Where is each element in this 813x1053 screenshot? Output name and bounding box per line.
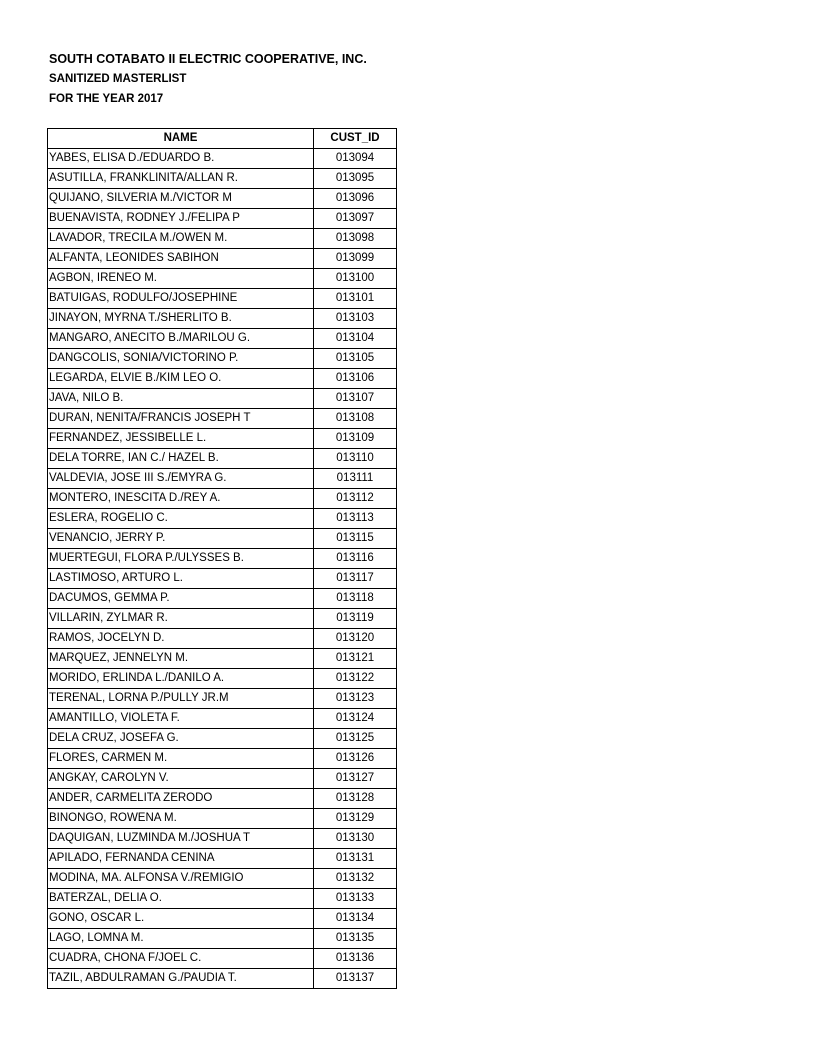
table-row: [48, 149, 397, 169]
customer-name-cell: TERENAL, LORNA P./PULLY JR.M: [48, 689, 314, 709]
table-row: [48, 329, 397, 349]
customer-id-cell: 013118: [314, 589, 397, 609]
table-row: [48, 229, 397, 249]
customer-id-cell: 013134: [314, 909, 397, 929]
customer-name-cell: BINONGO, ROWENA M.: [48, 809, 314, 829]
table-header-row: [48, 129, 397, 149]
masterlist-table: [47, 128, 397, 989]
table-row: [48, 729, 397, 749]
customer-name-cell: AMANTILLO, VIOLETA F.: [48, 709, 314, 729]
customer-name-cell: ALFANTA, LEONIDES SABIHON: [48, 249, 314, 269]
table-row: [48, 749, 397, 769]
customer-name-cell: DAQUIGAN, LUZMINDA M./JOSHUA T: [48, 829, 314, 849]
customer-id-cell: 013096: [314, 189, 397, 209]
customer-name-cell: LAGO, LOMNA M.: [48, 929, 314, 949]
table-row: [48, 389, 397, 409]
customer-name-cell: DANGCOLIS, SONIA/VICTORINO P.: [48, 349, 314, 369]
customer-id-cell: 013110: [314, 449, 397, 469]
customer-name-cell: BATUIGAS, RODULFO/JOSEPHINE: [48, 289, 314, 309]
column-header-name: NAME: [48, 129, 314, 149]
customer-id-cell: 013095: [314, 169, 397, 189]
customer-name-cell: JINAYON, MYRNA T./SHERLITO B.: [48, 309, 314, 329]
table-row: [48, 589, 397, 609]
customer-name-cell: LASTIMOSO, ARTURO L.: [48, 569, 314, 589]
customer-name-cell: MONTERO, INESCITA D./REY A.: [48, 489, 314, 509]
customer-name-cell: DACUMOS, GEMMA P.: [48, 589, 314, 609]
customer-id-cell: 013127: [314, 769, 397, 789]
table-row: [48, 509, 397, 529]
customer-id-cell: 013132: [314, 869, 397, 889]
customer-id-cell: 013136: [314, 949, 397, 969]
customer-name-cell: VENANCIO, JERRY P.: [48, 529, 314, 549]
table-row: [48, 789, 397, 809]
customer-id-cell: 013123: [314, 689, 397, 709]
customer-name-cell: MUERTEGUI, FLORA P./ULYSSES B.: [48, 549, 314, 569]
table-row: [48, 529, 397, 549]
customer-name-cell: RAMOS, JOCELYN D.: [48, 629, 314, 649]
table-row: [48, 609, 397, 629]
customer-id-cell: 013104: [314, 329, 397, 349]
customer-name-cell: BUENAVISTA, RODNEY J./FELIPA P: [48, 209, 314, 229]
table-row: [48, 929, 397, 949]
customer-name-cell: DELA CRUZ, JOSEFA G.: [48, 729, 314, 749]
customer-id-cell: 013124: [314, 709, 397, 729]
customer-name-cell: MODINA, MA. ALFONSA V./REMIGIO: [48, 869, 314, 889]
table-row: [48, 429, 397, 449]
table-row: [48, 349, 397, 369]
customer-id-cell: 013111: [314, 469, 397, 489]
table-row: [48, 689, 397, 709]
table-row: [48, 309, 397, 329]
table-row: [48, 649, 397, 669]
customer-id-cell: 013121: [314, 649, 397, 669]
table-row: [48, 549, 397, 569]
customer-id-cell: 013103: [314, 309, 397, 329]
table-row: [48, 289, 397, 309]
customer-id-cell: 013119: [314, 609, 397, 629]
customer-name-cell: ESLERA, ROGELIO C.: [48, 509, 314, 529]
customer-name-cell: TAZIL, ABDULRAMAN G./PAUDIA T.: [48, 969, 314, 989]
customer-id-cell: 013098: [314, 229, 397, 249]
customer-name-cell: VILLARIN, ZYLMAR R.: [48, 609, 314, 629]
customer-name-cell: MARQUEZ, JENNELYN M.: [48, 649, 314, 669]
customer-id-cell: 013116: [314, 549, 397, 569]
customer-name-cell: FLORES, CARMEN M.: [48, 749, 314, 769]
customer-id-cell: 013109: [314, 429, 397, 449]
customer-name-cell: YABES, ELISA D./EDUARDO B.: [48, 149, 314, 169]
customer-id-cell: 013107: [314, 389, 397, 409]
customer-id-cell: 013117: [314, 569, 397, 589]
customer-name-cell: FERNANDEZ, JESSIBELLE L.: [48, 429, 314, 449]
customer-id-cell: 013133: [314, 889, 397, 909]
customer-name-cell: CUADRA, CHONA F/JOEL C.: [48, 949, 314, 969]
table-row: [48, 809, 397, 829]
table-row: [48, 249, 397, 269]
customer-id-cell: 013128: [314, 789, 397, 809]
table-body: [48, 149, 397, 989]
customer-name-cell: ANGKAY, CAROLYN V.: [48, 769, 314, 789]
table-row: [48, 169, 397, 189]
customer-name-cell: ASUTILLA, FRANKLINITA/ALLAN R.: [48, 169, 314, 189]
company-name: SOUTH COTABATO II ELECTRIC COOPERATIVE, INC.: [49, 52, 367, 66]
customer-name-cell: MANGARO, ANECITO B./MARILOU G.: [48, 329, 314, 349]
table-row: [48, 209, 397, 229]
customer-name-cell: BATERZAL, DELIA O.: [48, 889, 314, 909]
customer-name-cell: DURAN, NENITA/FRANCIS JOSEPH T: [48, 409, 314, 429]
customer-id-cell: 013126: [314, 749, 397, 769]
customer-id-cell: 013097: [314, 209, 397, 229]
document-header: [49, 50, 367, 110]
customer-id-cell: 013094: [314, 149, 397, 169]
table-row: [48, 869, 397, 889]
customer-id-cell: 013115: [314, 529, 397, 549]
table-row: [48, 669, 397, 689]
table-row: [48, 829, 397, 849]
table-row: [48, 489, 397, 509]
document-subtitle: SANITIZED MASTERLIST: [49, 73, 187, 85]
customer-id-cell: 013120: [314, 629, 397, 649]
customer-name-cell: LAVADOR, TRECILA M./OWEN M.: [48, 229, 314, 249]
customer-name-cell: LEGARDA, ELVIE B./KIM LEO O.: [48, 369, 314, 389]
customer-id-cell: 013129: [314, 809, 397, 829]
customer-id-cell: 013106: [314, 369, 397, 389]
table-row: [48, 889, 397, 909]
table-row: [48, 849, 397, 869]
table-row: [48, 969, 397, 989]
customer-name-cell: AGBON, IRENEO M.: [48, 269, 314, 289]
document-year: FOR THE YEAR 2017: [49, 93, 164, 105]
customer-name-cell: MORIDO, ERLINDA L./DANILO A.: [48, 669, 314, 689]
customer-name-cell: GONO, OSCAR L.: [48, 909, 314, 929]
customer-id-cell: 013108: [314, 409, 397, 429]
customer-id-cell: 013135: [314, 929, 397, 949]
customer-name-cell: DELA TORRE, IAN C./ HAZEL B.: [48, 449, 314, 469]
table-row: [48, 569, 397, 589]
customer-id-cell: 013122: [314, 669, 397, 689]
table-row: [48, 469, 397, 489]
customer-id-cell: 013105: [314, 349, 397, 369]
table-row: [48, 269, 397, 289]
customer-name-cell: APILADO, FERNANDA CENINA: [48, 849, 314, 869]
column-header-cust-id: CUST_ID: [314, 129, 397, 149]
table-row: [48, 709, 397, 729]
customer-name-cell: VALDEVIA, JOSE III S./EMYRA G.: [48, 469, 314, 489]
customer-id-cell: 013131: [314, 849, 397, 869]
customer-id-cell: 013100: [314, 269, 397, 289]
table-row: [48, 909, 397, 929]
customer-id-cell: 013112: [314, 489, 397, 509]
customer-name-cell: JAVA, NILO B.: [48, 389, 314, 409]
table-row: [48, 949, 397, 969]
customer-id-cell: 013137: [314, 969, 397, 989]
customer-id-cell: 013130: [314, 829, 397, 849]
table-row: [48, 189, 397, 209]
customer-name-cell: ANDER, CARMELITA ZERODO: [48, 789, 314, 809]
customer-id-cell: 013113: [314, 509, 397, 529]
table-row: [48, 449, 397, 469]
table-row: [48, 369, 397, 389]
table-row: [48, 409, 397, 429]
table-row: [48, 629, 397, 649]
customer-name-cell: QUIJANO, SILVERIA M./VICTOR M: [48, 189, 314, 209]
table-row: [48, 769, 397, 789]
customer-id-cell: 013125: [314, 729, 397, 749]
customer-id-cell: 013099: [314, 249, 397, 269]
customer-id-cell: 013101: [314, 289, 397, 309]
